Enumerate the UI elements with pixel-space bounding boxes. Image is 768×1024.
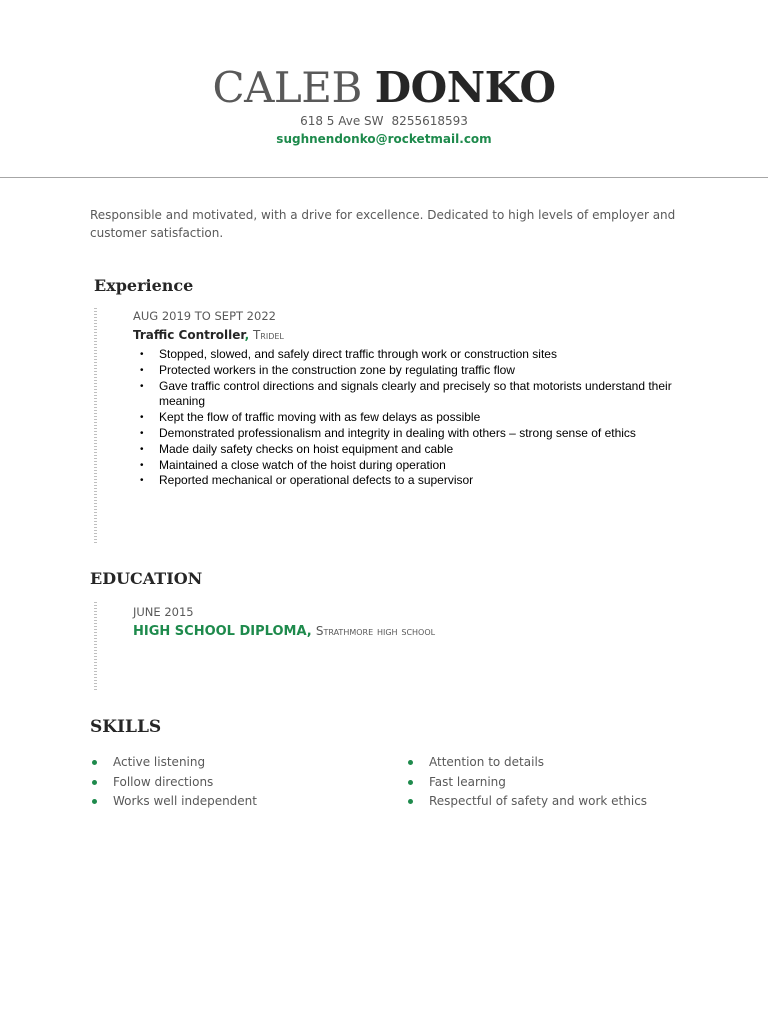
education-side-rule bbox=[94, 602, 97, 692]
last-name: DONKO bbox=[374, 63, 556, 112]
list-item: • Stopped, slowed, and safely direct traffic through work or construction sites bbox=[140, 347, 680, 363]
skill-item: Active listening bbox=[90, 753, 257, 773]
education-heading: EDUCATION bbox=[90, 569, 203, 588]
list-item: • Reported mechanical or operational defects to a supervisor bbox=[140, 473, 680, 489]
email-link[interactable]: sughnendonko@rocketmail.com bbox=[276, 132, 492, 146]
job-title-line bbox=[133, 327, 284, 343]
skill-item: Respectful of safety and work ethics bbox=[406, 792, 647, 812]
list-item: • Gave traffic control directions and signals clearly and precisely so that motorists understand their meaning bbox=[140, 379, 680, 411]
address: 618 5 Ave SW bbox=[300, 114, 384, 128]
list-item: • Protected workers in the construction zone by regulating traffic flow bbox=[140, 363, 680, 379]
summary-text: Responsible and motivated, with a drive for excellence. Dedicated to high levels of employer and customer satisfaction. bbox=[90, 208, 676, 240]
skill-item: Fast learning bbox=[406, 773, 647, 793]
experience-bullet-list bbox=[140, 347, 680, 489]
skills-heading: SKILLS bbox=[90, 717, 162, 737]
degree-name: HIGH SCHOOL DIPLOMA, bbox=[133, 624, 312, 639]
list-item: • Maintained a close watch of the hoist during operation bbox=[140, 458, 680, 474]
experience-date: AUG 2019 TO SEPT 2022 bbox=[133, 309, 276, 323]
contact-info bbox=[0, 113, 768, 129]
school-name: Strathmore high school bbox=[315, 624, 436, 638]
experience-side-rule bbox=[94, 308, 97, 544]
job-role: Traffic Controller bbox=[133, 328, 245, 342]
phone: 8255618593 bbox=[391, 114, 468, 128]
skills-list-right bbox=[406, 753, 647, 812]
list-item: • Kept the flow of traffic moving with as few delays as possible bbox=[140, 410, 680, 426]
experience-heading: Experience bbox=[94, 276, 194, 295]
skills-list-left bbox=[90, 753, 257, 812]
degree-line bbox=[133, 622, 435, 641]
job-separator: , bbox=[244, 328, 250, 342]
skill-item: Follow directions bbox=[90, 773, 257, 793]
list-item: • Made daily safety checks on hoist equipment and cable bbox=[140, 442, 680, 458]
candidate-name bbox=[0, 62, 768, 114]
list-item: • Demonstrated professionalism and integrity in dealing with others – strong sense of ethics bbox=[140, 426, 680, 442]
job-company: Tridel bbox=[252, 328, 284, 342]
education-date: JUNE 2015 bbox=[133, 605, 194, 619]
skill-item: Works well independent bbox=[90, 792, 257, 812]
header-divider bbox=[0, 177, 768, 178]
first-name: CALEB bbox=[212, 63, 362, 112]
skill-item: Attention to details bbox=[406, 753, 647, 773]
